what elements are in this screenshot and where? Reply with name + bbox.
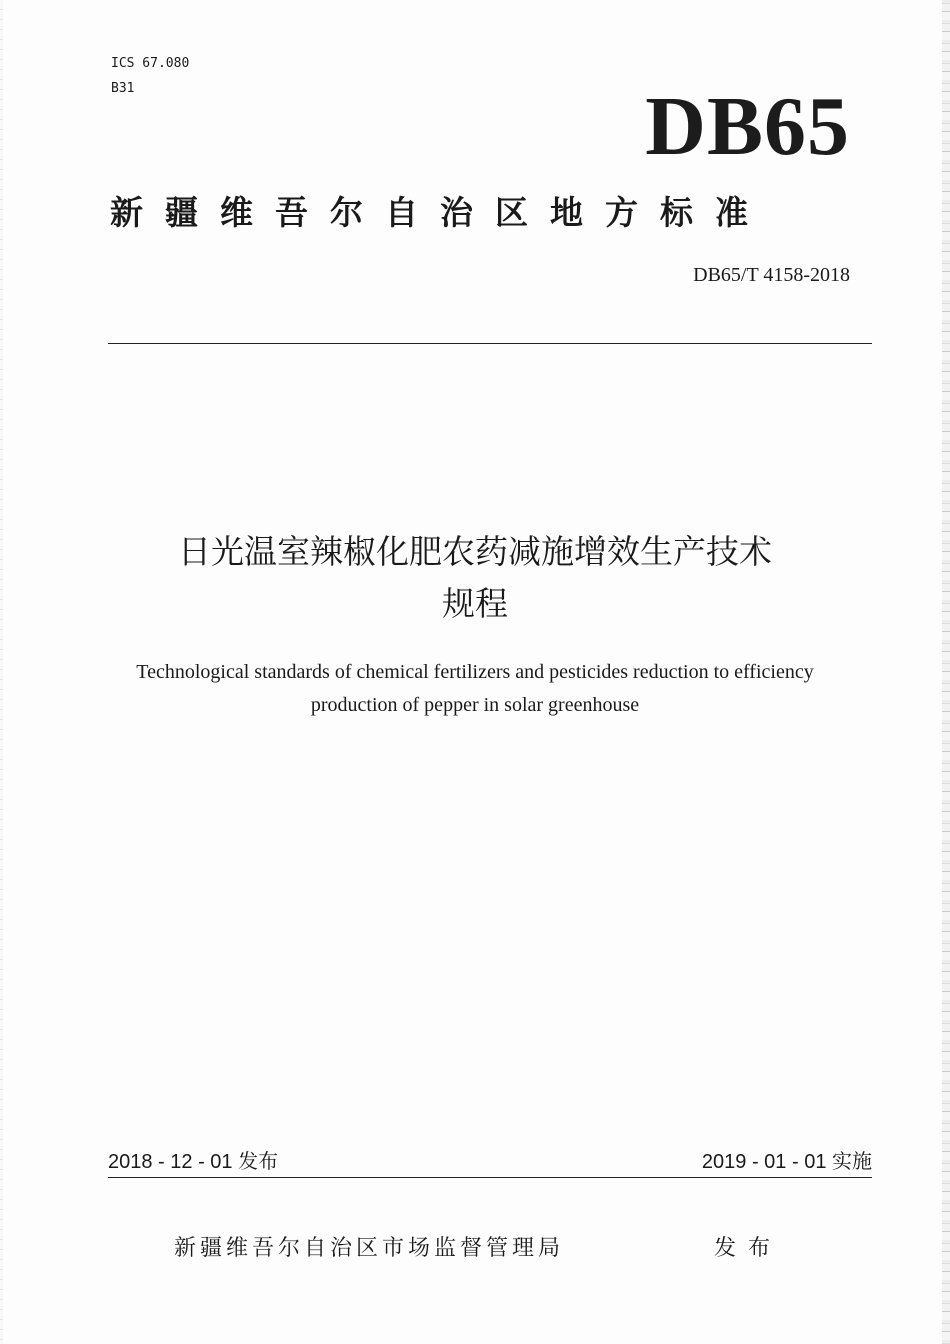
scan-edge-left — [0, 0, 3, 1344]
footer-divider — [108, 1177, 872, 1178]
ccs-code: B31 — [111, 81, 135, 96]
issuing-authority: 新疆维吾尔自治区市场监督管理局 — [174, 1236, 565, 1261]
standard-brand-mark: DB65 — [645, 80, 850, 173]
title-english-line-2: production of pepper in solar greenhouse — [310, 694, 640, 716]
title-english-line-1: Technological standards of chemical fertilizers and pesticides reduction to efficiency — [136, 661, 814, 683]
ics-code: ICS 67.080 — [111, 56, 190, 71]
header-divider — [108, 343, 872, 344]
issue-label: 发布 — [714, 1236, 783, 1261]
scan-edge-right — [942, 0, 950, 1344]
issue-date: 2018 - 12 - 01 发布 — [108, 1151, 279, 1173]
title-chinese-line-2: 规程 — [442, 584, 508, 623]
implementation-date: 2019 - 01 - 01 实施 — [701, 1151, 872, 1173]
title-english — [60, 656, 890, 722]
title-chinese-line-1: 日光温室辣椒化肥农药减施增效生产技术 — [178, 532, 772, 571]
title-chinese — [60, 526, 890, 630]
standard-type-heading: 新疆维吾尔自治区地方标准 — [110, 193, 770, 232]
standard-number: DB65/T 4158-2018 — [693, 264, 850, 286]
